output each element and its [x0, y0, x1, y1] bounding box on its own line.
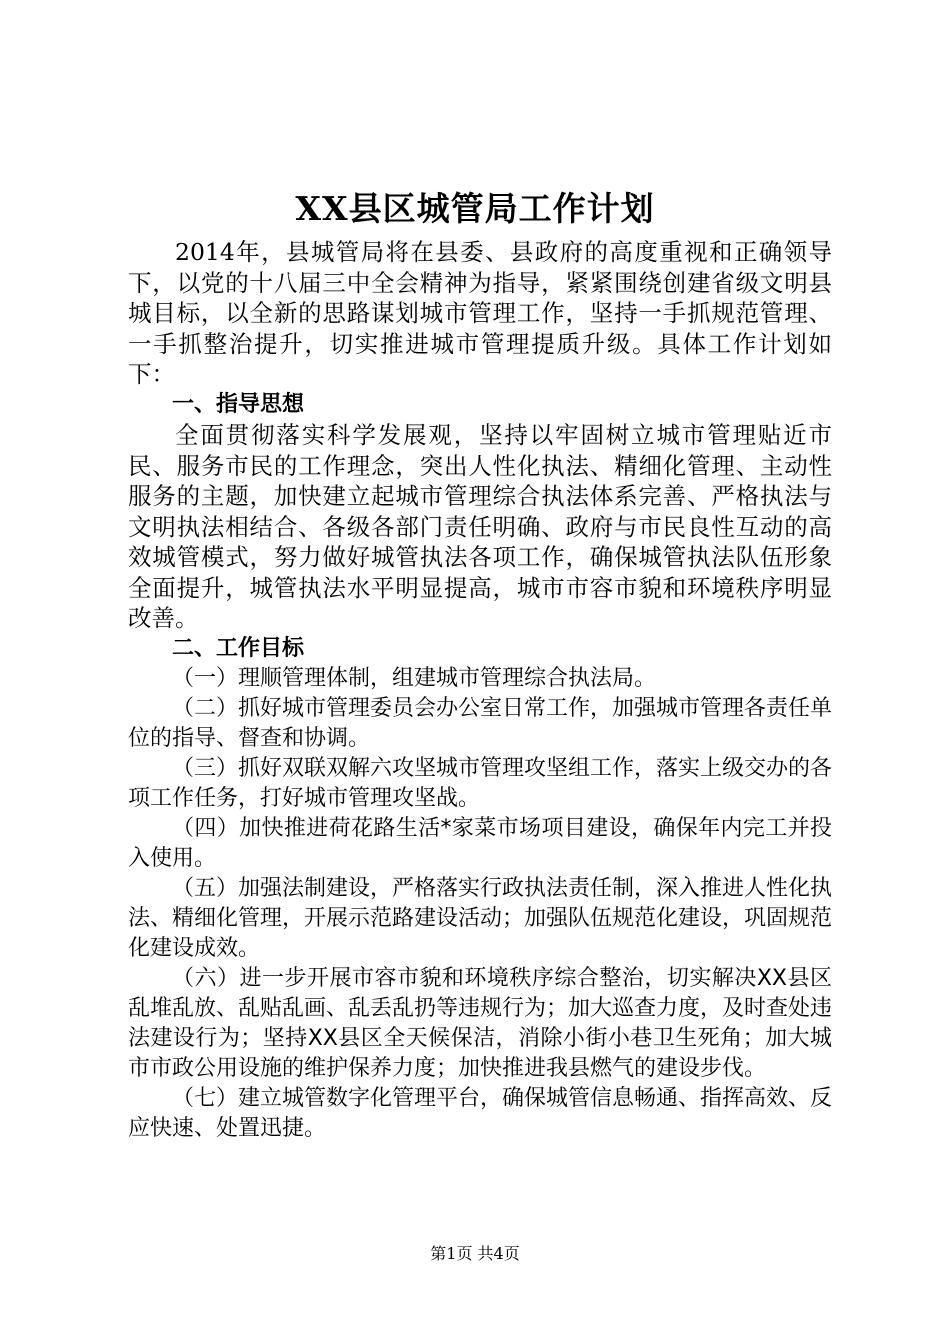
section-heading-work-goals: 二、工作目标 [172, 635, 305, 661]
goal-item-5: （五）加强法制建设，严格落实行政执法责任制，深入推进人性化执法、精细化管理，开展示范路建设活动；加强队伍规范化建设，巩固规范化建设成效。 [128, 876, 833, 961]
document-body [128, 237, 832, 1144]
goal-item-6: （六）进一步开展市容市貌和环境秩序综合整治，切实解决XX县区乱堆乱放、乱贴乱画、乱丢乱扔等违规行为；加大巡查力度，及时查处违法建设行为；坚持XX县区全天候保洁，消除小街小巷卫生死角；加大城市市政公用设施的维护保养力度；加快推进我县燃气的建设步伐。 [128, 966, 833, 1081]
goal-item-7: （七）建立城管数字化管理平台，确保城管信息畅通、指挥高效、反应快速、处置迅捷。 [128, 1086, 833, 1141]
goal-item-2: （二）抓好城市管理委员会办公室日常工作，加强城市管理各责任单位的指导、督查和协调。 [128, 696, 833, 751]
guiding-ideology-paragraph: 全面贯彻落实科学发展观，坚持以牢固树立城市管理贴近市民、服务市民的工作理念，突出人性化执法、精细化管理、主动性服务的主题，加快建立起城市管理综合执法体系完善、严格执法与文明执法相结合、各级各部门责任明确、政府与市民良性互动的高效城管模式，努力做好城管执法各项工作，确保城管执法队伍形象全面提升，城管执法水平明显提高，城市市容市貌和环境秩序明显改善。 [128, 421, 832, 632]
page-indicator: 第1页 共4页 [430, 1244, 520, 1263]
goal-item-4: （四）加快推进荷花路生活*家菜市场项目建设，确保年内完工并投入使用。 [128, 816, 832, 871]
document-title: XX县区城管局工作计划 [295, 189, 655, 228]
goal-item-1: （一）理顺管理体制，组建城市管理综合执法局。 [172, 666, 657, 691]
intro-paragraph: 2014年，县城管局将在县委、县政府的高度重视和正确领导下，以党的十八届三中全会精神为指导，紧紧围绕创建省级文明县城目标，以全新的思路谋划城市管理工作，坚持一手抓规范管理、一手抓整治提升，切实推进城市管理提质升级。具体工作计划如下： [128, 238, 832, 388]
goal-item-3: （三）抓好双联双解六攻坚城市管理攻坚组工作，落实上级交办的各项工作任务，打好城市管理攻坚战。 [128, 756, 833, 811]
section-heading-guiding-ideology: 一、指导思想 [172, 391, 305, 417]
